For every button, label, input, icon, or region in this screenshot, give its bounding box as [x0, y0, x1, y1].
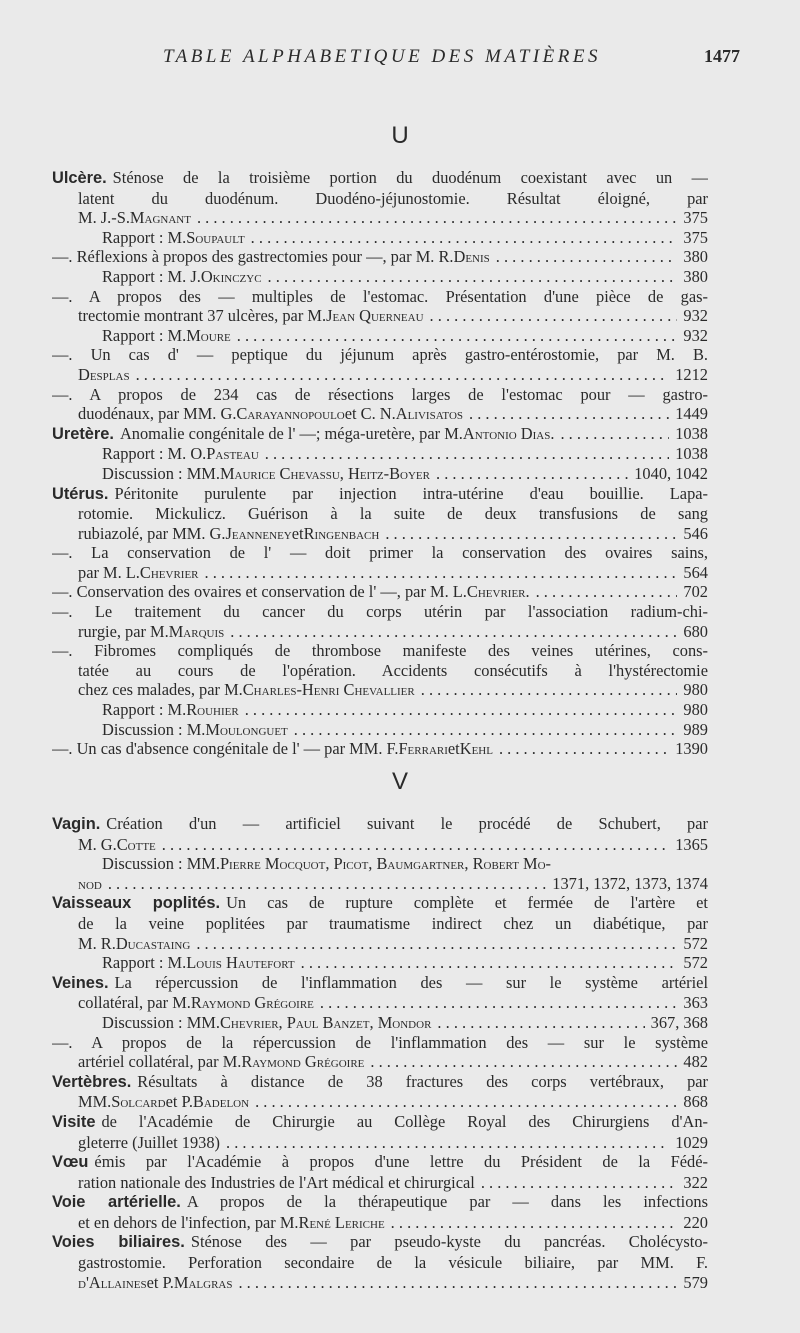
- page-ref: 546: [683, 523, 708, 543]
- index-line: rubiazolé, par MM. G. Jeanneney et Ringenbach . . . 546: [52, 524, 708, 544]
- running-head: [52, 46, 740, 68]
- author-name: Chevrier, Paul Banzet, Mondor: [219, 1012, 432, 1032]
- page-ref: 868: [683, 1092, 708, 1112]
- author-name: Carayannopoulo: [236, 404, 345, 424]
- author-name: Moure: [186, 325, 231, 345]
- page-ref: 980: [683, 700, 708, 720]
- index-line: —. Le traitement du cancer du corps utérin par l'association radium-chi-: [52, 602, 708, 622]
- index-line: Vaisseaux poplités. Un cas de rupture complète et fermée de l'artère et: [52, 893, 708, 913]
- author-name: Cotte: [116, 834, 156, 854]
- entry-heading: Voie artérielle.: [52, 1193, 181, 1212]
- index-line: ration nationale des Industries de l'Art médical et chirurgical . . . 322: [52, 1173, 708, 1193]
- index-line: [52, 874, 708, 894]
- page-ref: 572: [683, 933, 708, 953]
- index-line: et en dehors de l'infection, par M. René Leriche . . . 220: [52, 1213, 708, 1233]
- page-ref: 1365: [675, 834, 708, 854]
- index-line: Discussion : MM. Pierre Mocquot, Picot, Baumgartner, Robert Mo-: [102, 854, 551, 874]
- page-ref: 363: [683, 993, 708, 1013]
- index-line: Rapport : M. Soupault . . . 375: [52, 228, 708, 248]
- author-name: Solcard: [111, 1092, 166, 1112]
- author-name: Desplas: [78, 364, 130, 384]
- index-line: Voies biliaires. Sténose des — par pseudo-kyste du pancréas. Cholécysto-: [52, 1232, 708, 1252]
- section-v: [52, 814, 708, 1292]
- page-ref: 980: [683, 680, 708, 700]
- author-name: Pasteau: [206, 444, 259, 464]
- entry-heading: Utérus.: [52, 484, 109, 503]
- index-line: M. J.-S. Magnant . . . 375: [52, 208, 708, 228]
- index-line: de la veine poplitées par traumatisme indirect chez un diabétique, par: [78, 913, 708, 933]
- author-name: Moulonguet: [205, 719, 288, 739]
- page-ref: 1038: [675, 423, 708, 443]
- section-letter-v: V: [391, 768, 408, 795]
- index-line: Vertèbres. Résultats à distance de 38 fractures des corps vertébraux, par: [52, 1071, 708, 1091]
- section-letter-u: U: [391, 122, 409, 149]
- index-line: chez ces malades, par M. Charles-Henri Chevallier . . . 980: [52, 680, 708, 700]
- author-name: Ducastaing: [115, 933, 191, 953]
- index-line: M. R. Ducastaing . . . 572: [52, 934, 708, 954]
- index-line: —. A propos des — multiples de l'estomac. Présentation d'une pièce de gas-: [52, 286, 708, 306]
- author-name: Chevrier.: [466, 582, 530, 602]
- index-line: MM. Solcard et P. Badelon . . . 868: [52, 1092, 708, 1112]
- author-name: Louis Hautefort: [186, 953, 295, 973]
- page-ref: 1040, 1042: [634, 463, 708, 483]
- index-line: Rapport : M. O. Pasteau . . . 1038: [52, 444, 708, 464]
- page-ref: 1038: [675, 444, 708, 464]
- index-line: Voie artérielle. A propos de la thérapeutique par — dans les infections: [52, 1192, 708, 1212]
- author-name: Jean Querneau: [326, 306, 424, 326]
- index-line: —. Conservation des ovaires et conservation de l' —, par M. L. Chevrier. . . . 702: [52, 582, 708, 602]
- author-name: Ringenbach: [303, 523, 380, 543]
- author-name: Raymond Grégoire: [241, 1052, 365, 1072]
- index-line: Uretère. Anomalie congénitale de l' —; méga-uretère, par M. Antonio Dias. . . . 1038: [52, 424, 708, 445]
- page-ref: 932: [683, 325, 708, 345]
- page-ref: 380: [683, 247, 708, 267]
- author-name: Pierre Mocquot, Picot, Baumgartner, Robert Mo-: [219, 854, 551, 874]
- entry-heading: Ulcère.: [52, 169, 107, 187]
- index-line: Rapport : M. Moure . . . 932: [52, 326, 708, 346]
- author-name: Charles-Henri Chevallier: [242, 680, 415, 700]
- index-line: —. A propos de 234 cas de résections larges de l'estomac pour — gastro-: [52, 384, 708, 404]
- author-name: Alivisatos: [395, 404, 464, 424]
- index-line: gleterre (Juillet 1938) . . . 1029: [52, 1133, 708, 1153]
- index-line: rurgie, par M. Marquis . . . 680: [52, 622, 708, 642]
- index-line: Vœu émis par l'Académie à propos d'une lettre du Président de la Fédé-: [52, 1152, 708, 1172]
- author-name: Rouhier: [186, 700, 239, 720]
- author-name: Malgras: [173, 1272, 233, 1292]
- entry-heading: Vagin.: [52, 815, 101, 833]
- entry-heading: Vœu: [52, 1153, 89, 1172]
- author-name: Antonio Dias.: [462, 423, 555, 443]
- author-name: Badelon: [192, 1092, 250, 1112]
- entry-heading: Vertèbres.: [52, 1072, 132, 1091]
- page-ref: 367, 368: [650, 1012, 708, 1032]
- index-line: Vagin. Création d'un — artificiel suivant le procédé de Schubert, par: [52, 814, 708, 833]
- page-ref: 1029: [675, 1132, 708, 1152]
- index-line: —. A propos de la répercussion de l'inflammation des — sur le système: [52, 1032, 708, 1052]
- author-name: Jeanneney: [225, 523, 292, 543]
- author-name: Raymond Grégoire: [190, 993, 314, 1013]
- author-name: Kehl: [459, 739, 493, 759]
- section-u: [52, 168, 708, 759]
- author-name: d'Allaines: [78, 1272, 147, 1292]
- entry-heading: Uretère.: [52, 424, 114, 443]
- index-line: Visite de l'Académie de Chirurgie au Collège Royal des Chirurgiens d'An-: [52, 1111, 708, 1131]
- entry-heading: Visite: [52, 1112, 96, 1131]
- author-name: Ferrari: [398, 739, 448, 759]
- page-ref: 322: [683, 1172, 708, 1192]
- entry-heading: Voies biliaires.: [52, 1233, 185, 1252]
- index-line: Rapport : M. J. Okinczyc . . . 380: [52, 267, 708, 287]
- index-line: Discussion : MM. Maurice Chevassu, Heitz-Boyer . . . 1040, 1042: [52, 464, 708, 484]
- page-ref: 579: [683, 1272, 708, 1292]
- page-ref: 380: [683, 266, 708, 286]
- index-line: d'Allaines et P. Malgras . . . 579: [52, 1273, 708, 1293]
- running-title: TABLE ALPHABETIQUE DES MATIÈRES: [163, 46, 601, 67]
- page-ref: 1371, 1372, 1373, 1374: [552, 873, 708, 893]
- page-ref: 220: [683, 1212, 708, 1232]
- page-ref: 1390: [675, 739, 708, 759]
- page-ref: 482: [683, 1052, 708, 1072]
- page-ref: 680: [683, 621, 708, 641]
- author-name: Denis: [453, 247, 490, 267]
- index-line: Ulcère. Sténose de la troisième portion du duodénum coexistant avec un —: [52, 168, 708, 187]
- page-ref: 375: [683, 208, 708, 228]
- page-ref: 1449: [675, 404, 708, 424]
- index-line: —. Un cas d' — peptique du jéjunum après gastro-entérostomie, par M. B.: [52, 345, 708, 365]
- author-name: Maurice Chevassu, Heitz-Boyer: [219, 463, 430, 483]
- index-line: [52, 365, 708, 385]
- index-line: —. Fibromes compliqués de thrombose manifeste des veines utérines, cons-: [52, 641, 708, 661]
- entry-heading: Vaisseaux poplités.: [52, 894, 221, 913]
- index-line: Rapport : M. Louis Hautefort . . . 572: [52, 953, 708, 973]
- author-name: Chevrier: [139, 562, 199, 582]
- index-line: trectomie montrant 37 ulcères, par M. Jean Querneau . . . 932: [52, 306, 708, 326]
- index-line: —. Un cas d'absence congénitale de l' — par MM. F. Ferrari et Kehl . . . 1390: [52, 739, 708, 759]
- page-ref: 932: [683, 306, 708, 326]
- index-line: Utérus. Péritonite purulente par injection intra-utérine d'eau bouillie. Lapa-: [52, 483, 708, 503]
- page-ref: 375: [683, 227, 708, 247]
- page-ref: 702: [683, 582, 708, 602]
- index-line: Discussion : MM. Chevrier, Paul Banzet, Mondor . . . 367, 368: [52, 1013, 708, 1033]
- index-line: latent du duodénum. Duodéno-jéjunostomie. Résultat éloigné, par: [78, 188, 708, 208]
- index-line: —. La conservation de l' — doit primer la conservation des ovaires sains,: [52, 543, 708, 563]
- index-line: par M. L. Chevrier . . . 564: [52, 563, 708, 583]
- page-ref: 564: [683, 562, 708, 582]
- index-line: rotomie. Mickulicz. Guérison à la suite de deux transfusions de sang: [78, 504, 708, 524]
- author-name: Magnant: [129, 208, 191, 228]
- index-line: duodénaux, par MM. G. Carayannopoulo et C. N. Alivisatos . . . 1449: [52, 404, 708, 424]
- author-name: Okinczyc: [200, 266, 262, 286]
- entry-heading: Veines.: [52, 973, 109, 992]
- index-line: artériel collatéral, par M. Raymond Grégoire . . . 482: [52, 1052, 708, 1072]
- page-ref: 989: [683, 719, 708, 739]
- page-number: 1477: [704, 46, 740, 66]
- index-line: gastrostomie. Perforation secondaire de la vésicule biliaire, par MM. F.: [78, 1253, 708, 1273]
- index-line: —. Réflexions à propos des gastrectomies pour —, par M. R. Denis . . . 380: [52, 247, 708, 267]
- author-name: nod: [78, 873, 102, 893]
- index-line: Veines. La répercussion de l'inflammation des — sur le système artériel: [52, 972, 708, 992]
- index-line: M. G. Cotte . . . 1365: [52, 835, 708, 855]
- author-name: René Leriche: [298, 1212, 385, 1232]
- page-ref: 1212: [675, 364, 708, 384]
- index-line: Discussion : M. Moulonguet . . . 989: [52, 720, 708, 740]
- page-ref: 572: [683, 953, 708, 973]
- index-line: Rapport : M. Rouhier . . . 980: [52, 700, 708, 720]
- author-name: Marquis: [168, 621, 225, 641]
- index-line: collatéral, par M. Raymond Grégoire . . . 363: [52, 993, 708, 1013]
- author-name: Soupault: [186, 227, 245, 247]
- index-line: tatée au cours de l'opération. Accidents consécutifs à l'hystérectomie: [78, 660, 708, 680]
